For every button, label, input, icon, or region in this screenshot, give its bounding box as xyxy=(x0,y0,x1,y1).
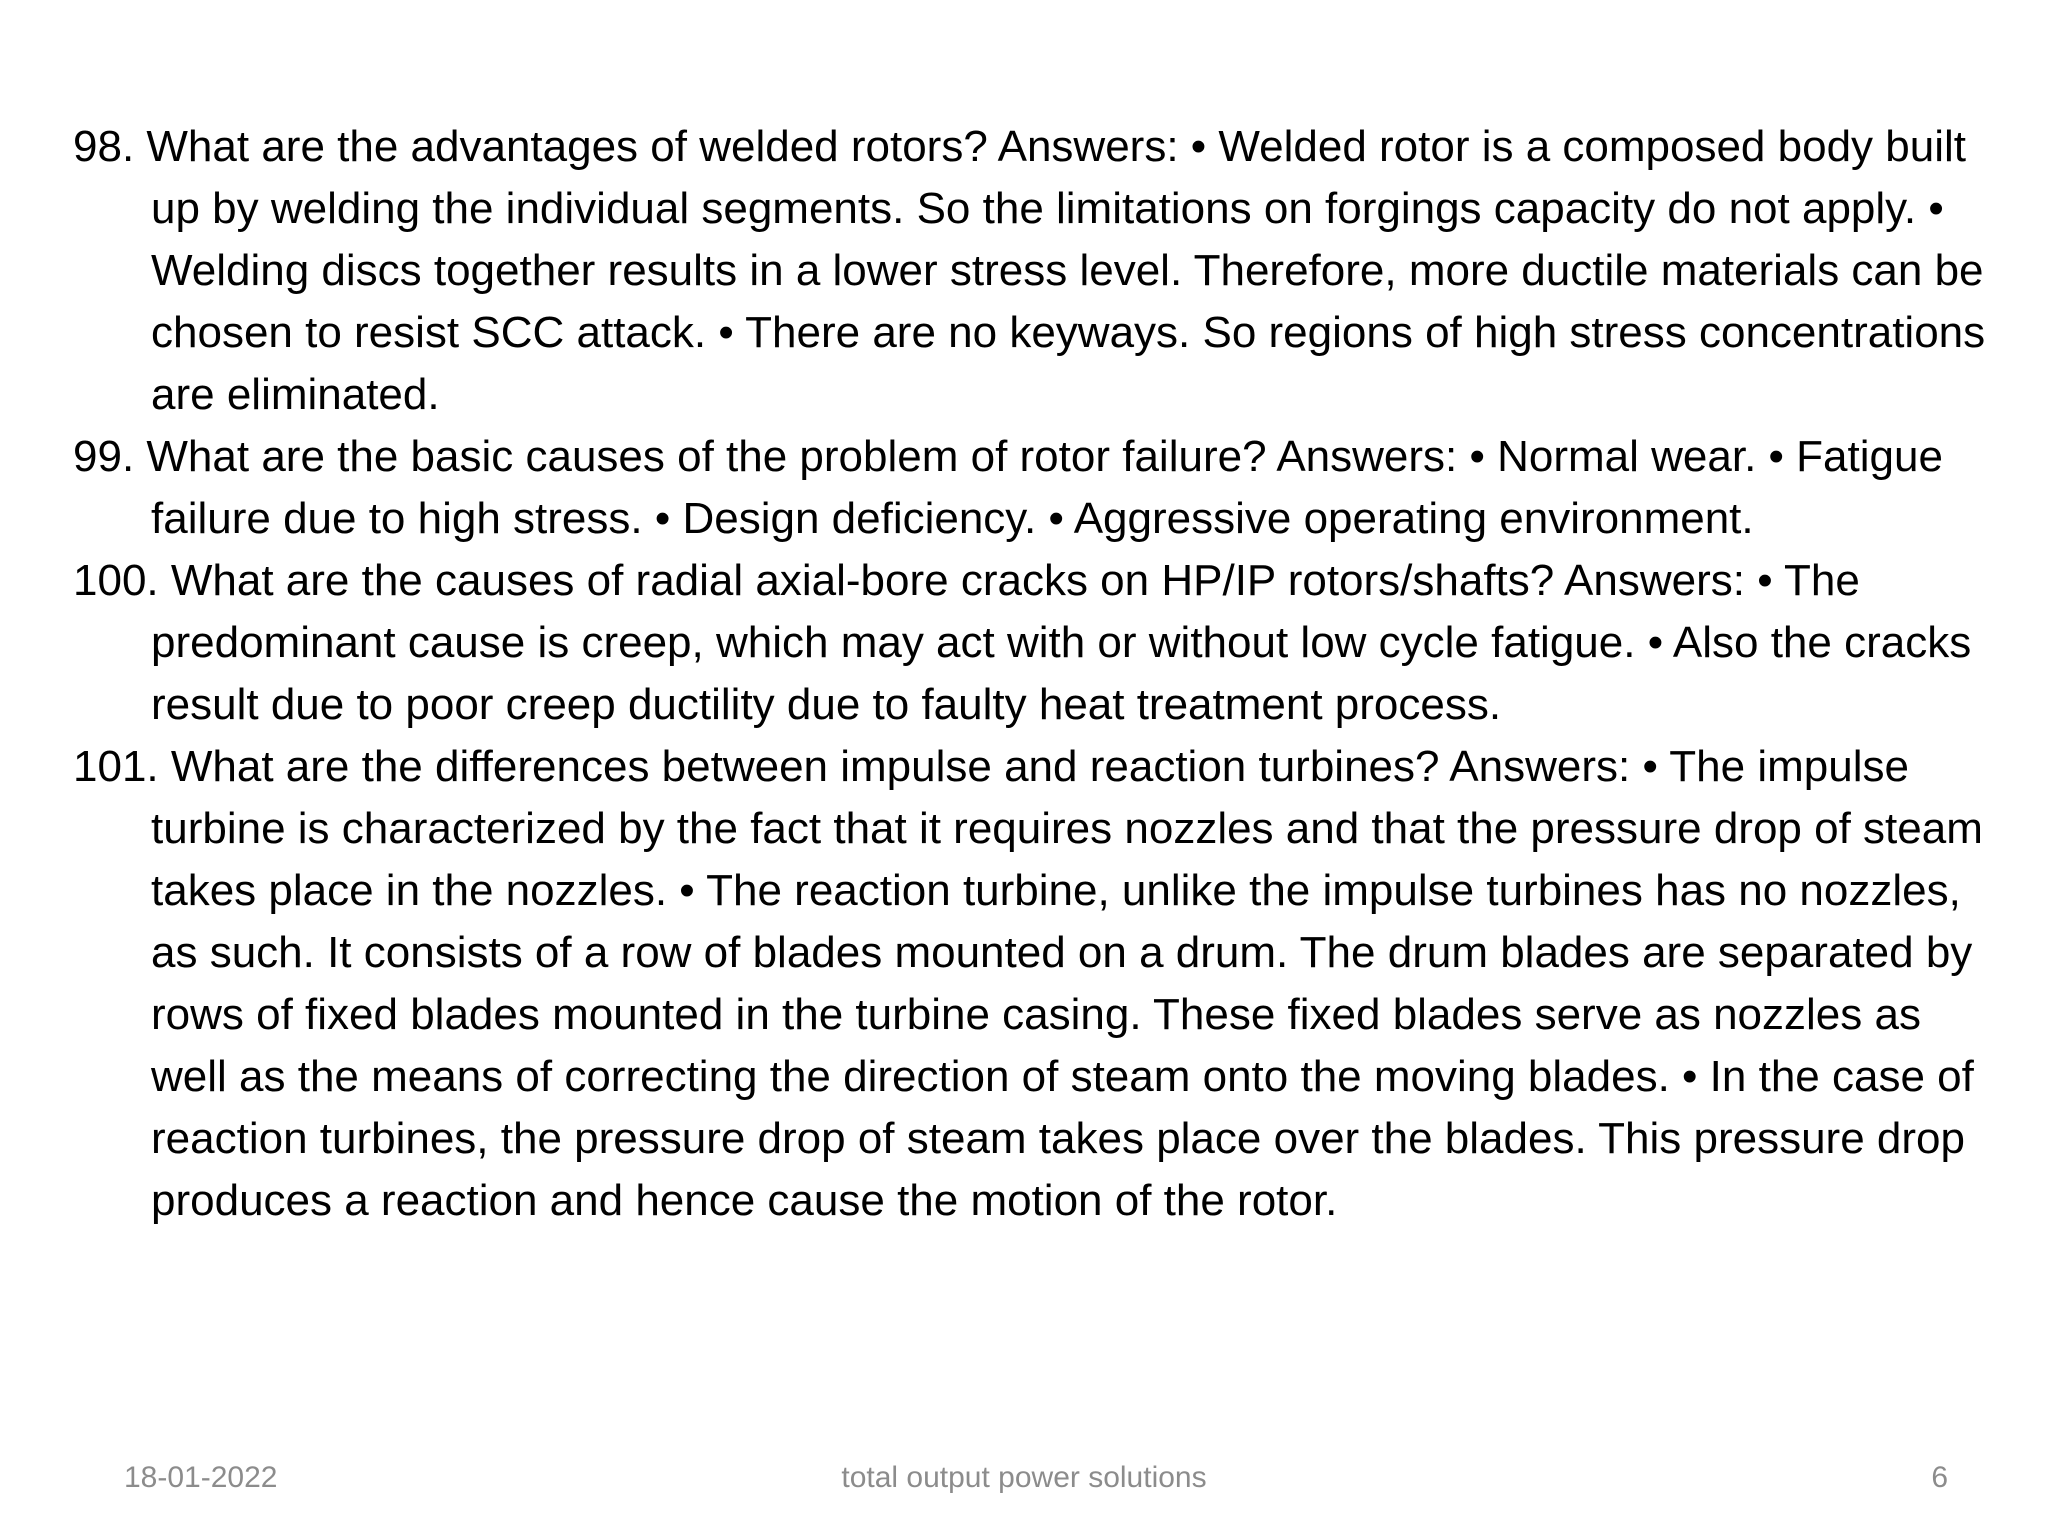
qa-item-99 xyxy=(73,426,2003,550)
item-number: 100. xyxy=(73,556,159,605)
item-number: 99. xyxy=(73,432,135,481)
qa-item-101 xyxy=(73,736,2003,1232)
item-number: 98. xyxy=(73,122,135,171)
item-text: What are the causes of radial axial-bore cracks on HP/IP rotors/shafts? Answers: • The predominant cause is creep, which may act with or without low cycle fatigue. • Also the cracks result due to poor creep ductility due to faulty heat treatment process. xyxy=(151,556,1972,729)
qa-item-98 xyxy=(73,116,2003,426)
item-text: What are the advantages of welded rotors? Answers: • Welded rotor is a composed body built up by welding the individual segments. So the limitations on forgings capacity do not apply. • Welding discs together results in a lower stress level. Therefore, more ductile materials can be chosen to resist SCC attack. • There are no keyways. So regions of high stress concentrations are eliminated. xyxy=(146,122,1986,419)
item-text: What are the basic causes of the problem of rotor failure? Answers: • Normal wear. • Fatigue failure due to high stress. • Design deficiency. • Aggressive operating environment. xyxy=(146,432,1943,543)
footer-center-text: total output power solutions xyxy=(841,1461,1207,1494)
item-number: 101. xyxy=(73,742,159,791)
item-text: What are the differences between impulse and reaction turbines? Answers: • The impulse turbine is characterized by the fact that it requires nozzles and that the pressure drop of steam takes place in the nozzles. • The reaction turbine, unlike the impulse turbines has no nozzles, as such. It consists of a row of blades mounted on a drum. The drum blades are separated by rows of fixed blades mounted in the turbine casing. These fixed blades serve as nozzles as well as the means of correcting the direction of steam onto the moving blades. • In the case of reaction turbines, the pressure drop of steam takes place over the blades. This pressure drop produces a reaction and hence cause the motion of the rotor. xyxy=(151,742,1983,1225)
footer-date: 18-01-2022 xyxy=(124,1461,278,1494)
qa-list xyxy=(73,116,2003,1232)
qa-item-100 xyxy=(73,550,2003,736)
footer-page-number: 6 xyxy=(1931,1461,1948,1494)
